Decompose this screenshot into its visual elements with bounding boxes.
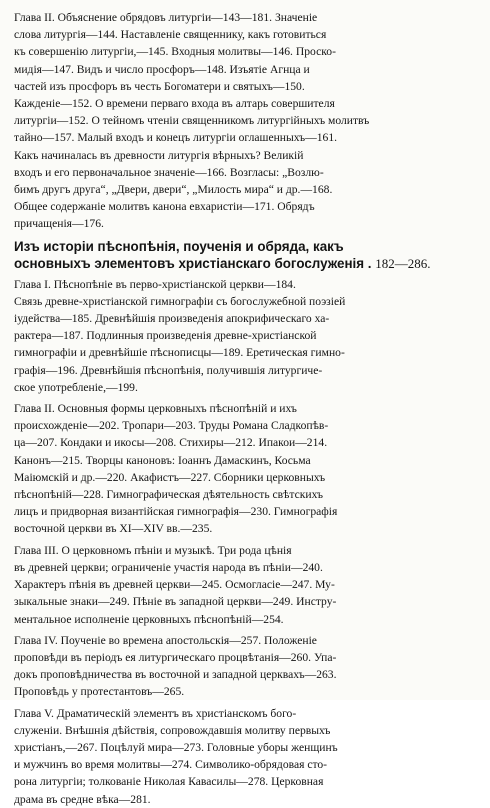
text-line: Глава V. Драматическiй элементъ въ христiанскомъ бого- — [14, 706, 297, 720]
text-line: Кажденiе—152. О времени перваго входа въ алтарь совершителя — [14, 97, 335, 111]
text-line: причащенiя—176. — [14, 217, 104, 231]
text-line: ца—207. Кондаки и икосы—208. Стихиры—212. Ипакои—214. — [14, 436, 328, 450]
text-line: тайно—157. Малый входъ и конецъ литургiи оглашенныхъ—161. — [14, 131, 338, 145]
text-line: iудейства—185. Древнѣйшiя произведенiя апокрифическаго ха- — [14, 312, 330, 326]
chapter-2-paragraph — [14, 9, 478, 233]
text-line: лицъ и придворная византiйская гимнографiя—230. Гимнографiя — [14, 505, 338, 519]
text-line: Глава III. О церковномъ пѣнiи и музыкѣ. Три рода цѣнiя — [14, 543, 292, 557]
section-heading-line-2 — [14, 255, 478, 272]
text-line: Глава I. Пѣснопѣнiе въ перво-христiанской церкви—184. — [14, 277, 296, 291]
text-line: графiя—196. Древнѣйшiя пѣснопѣнiя, получившiя литургиче- — [14, 363, 323, 377]
text-line: Характеръ пѣнiя въ древней церкви—245. Осмогласiе—247. Му- — [14, 578, 335, 592]
text-line: ментальное исполненiе церковныхъ пѣснопѣнiй—254. — [14, 612, 284, 626]
chapter-4-paragraph — [14, 632, 478, 701]
text-line: зыкальные знаки—249. Пѣнiе въ западной церкви—249. Инстру- — [14, 595, 337, 609]
text-line: Проповѣдь у протестантовъ—265. — [14, 685, 185, 699]
text-line: Канонъ—215. Творцы каноновъ: Iоаннъ Дамаскинъ, Косьма — [14, 453, 311, 467]
chapter-1-paragraph — [14, 276, 478, 396]
text-line: происхожденiе—202. Тропари—203. Труды Романа Сладкопѣв- — [14, 419, 329, 433]
text-line: христiанъ,—267. Поцѣлуй мира—273. Головные уборы женщинъ — [14, 740, 338, 754]
section-heading — [14, 238, 478, 272]
text-line: Маiюмскiй и др.—220. Акафистъ—227. Сборники церковныхъ — [14, 470, 326, 484]
text-line: мидiя—147. Видъ и число просфоръ—148. Изъятiе Агнца и — [14, 62, 310, 76]
text-line: Общее содержанiе молитвъ канона евхаристiи—171. Обрядъ — [14, 200, 315, 214]
text-line: и мужчинъ во время молитвы—274. Символико-обрядовая сто- — [14, 758, 328, 772]
text-line: драма въ средне вѣка—281. — [14, 792, 151, 806]
text-line: Связь древне-христiанской гимнографiи съ богослужебной поэзiей — [14, 294, 346, 308]
text-line: литургiи—152. О тейномъ чтенiи священникомъ литургiйныхъ молитвъ — [14, 114, 370, 128]
text-line: входъ и его первоначальное значенiе—166. Возгласы: „Возлю- — [14, 165, 324, 179]
text-line: проповѣди въ перiодъ ея литургическаго процвѣтанiя—260. Упа- — [14, 650, 337, 664]
text-line: служенiи. Внѣшнiя дѣйствiя, сопровождавшiя молитву первыхъ — [14, 723, 331, 737]
text-line: рактера—187. Подлинныя произведенiя древне-христiанской — [14, 329, 317, 343]
chapter-3-paragraph — [14, 542, 478, 628]
section-page-range: 182—286. — [375, 255, 431, 271]
text-line: ское употребленiе,—199. — [14, 380, 138, 394]
text-line: къ совершенiю литургiи,—145. Входныя молитвы—146. Проско- — [14, 45, 336, 59]
text-line: слова литургiя—144. Наставленiе священнику, какъ готовиться — [14, 28, 327, 42]
text-line: Какъ начиналась въ древности литургiя вѣрныхъ? Великiй — [14, 148, 304, 162]
text-line: Глава II. Объяснение обрядовъ литургiи—143—181. Значенiе — [14, 11, 318, 24]
text-line: Глава II. Основныя формы церковныхъ пѣснопѣнiй и ихъ — [14, 402, 297, 416]
text-line: въ древней церкви; ограниченiе участiя народа въ пѣнiи—240. — [14, 560, 323, 574]
text-line: частей изъ просфоръ въ честь Богоматери и святыхъ—150. — [14, 79, 305, 93]
section-heading-text: основныхъ элементовъ христiанскаго богослуженiя . — [14, 255, 372, 271]
chapter-5-paragraph — [14, 705, 478, 808]
section-heading-line-1: Изъ исторiи пѣснопѣнiя, поученiя и обряда, какъ — [14, 238, 344, 254]
text-line: восточной церкви въ XI—XIV вв.—235. — [14, 522, 213, 536]
text-line: Глава IV. Поученiе во времена апостольскiя—257. Положенiе — [14, 633, 317, 647]
text-line: рона литургiи; толкованiе Николая Кавасилы—278. Церковная — [14, 775, 324, 789]
text-line: докъ проповѣдничества въ восточной и западной церквахъ—263. — [14, 668, 337, 682]
text-line: пѣснопѣнiй—228. Гимнографическая дѣятельность свѣтскихъ — [14, 488, 323, 502]
chapter-2b-paragraph — [14, 400, 478, 538]
text-line: гимнографiи и древнѣйшiе пѣснописцы—189. Еретическая гимно- — [14, 346, 345, 360]
text-line: бимъ другъ друга“, „Двери, двери“, „Милость мира“ и др.—168. — [14, 183, 333, 197]
